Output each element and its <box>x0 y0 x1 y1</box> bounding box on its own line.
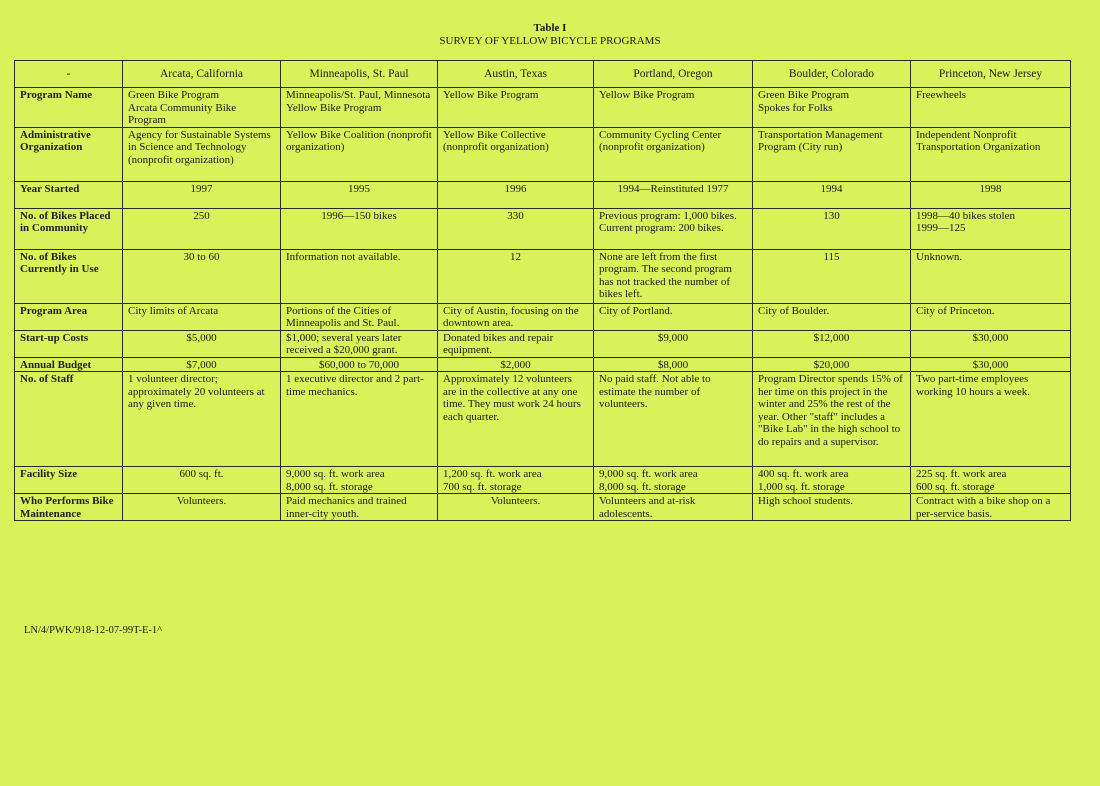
survey-table <box>14 60 1071 521</box>
row-bikes-in-use <box>15 249 1071 303</box>
table-cell: 1998—40 bikes stolen 1999—125 <box>911 208 1071 249</box>
header-city-arcata: Arcata, California <box>123 61 281 88</box>
table-cell: $7,000 <box>123 357 281 372</box>
table-cell: Paid mechanics and trained inner-city youth. <box>281 494 438 521</box>
row-label: No. of Bikes Currently in Use <box>15 249 123 303</box>
row-year-started <box>15 181 1071 208</box>
row-label: Facility Size <box>15 467 123 494</box>
page-title <box>0 22 1100 48</box>
table-cell: 1995 <box>281 181 438 208</box>
table-cell: Agency for Sustainable Systems in Science and Technology (nonprofit organization) <box>123 127 281 181</box>
table-cell: 600 sq. ft. <box>123 467 281 494</box>
table-cell: High school students. <box>753 494 911 521</box>
table-cell: 330 <box>438 208 594 249</box>
table-cell: Information not available. <box>281 249 438 303</box>
table-number: Table I <box>533 22 567 34</box>
table-cell: $12,000 <box>753 330 911 357</box>
table-cell: Previous program: 1,000 bikes. Current program: 200 bikes. <box>594 208 753 249</box>
header-city-minneapolis: Minneapolis, St. Paul <box>281 61 438 88</box>
table-cell: City limits of Arcata <box>123 303 281 330</box>
header-row <box>15 61 1071 88</box>
table-cell: $8,000 <box>594 357 753 372</box>
table-cell: Two part-time employees working 10 hours a week. <box>911 372 1071 467</box>
row-label: Who Performs Bike Maintenance <box>15 494 123 521</box>
table-cell: Independent Nonprofit Transportation Organization <box>911 127 1071 181</box>
header-city-portland: Portland, Oregon <box>594 61 753 88</box>
table-cell: Yellow Bike Program <box>594 88 753 128</box>
table-cell: Approximately 12 volunteers are in the collective at any one time. They must work 24 hours each quarter. <box>438 372 594 467</box>
table-cell: 9,000 sq. ft. work area 8,000 sq. ft. storage <box>281 467 438 494</box>
table-cell: 250 <box>123 208 281 249</box>
table-cell: Yellow Bike Collective (nonprofit organization) <box>438 127 594 181</box>
header-corner: - <box>15 61 123 88</box>
row-staff <box>15 372 1071 467</box>
table-cell: 1998 <box>911 181 1071 208</box>
row-program-area <box>15 303 1071 330</box>
row-startup-costs <box>15 330 1071 357</box>
table-cell: Freewheels <box>911 88 1071 128</box>
table-cell: Minneapolis/St. Paul, Minnesota Yellow Bike Program <box>281 88 438 128</box>
table-cell: 400 sq. ft. work area 1,000 sq. ft. storage <box>753 467 911 494</box>
table-cell: 12 <box>438 249 594 303</box>
table-cell: Volunteers. <box>123 494 281 521</box>
table-cell: Donated bikes and repair equipment. <box>438 330 594 357</box>
table-cell: $20,000 <box>753 357 911 372</box>
table-cell: 1 volunteer director; approximately 20 volunteers at any given time. <box>123 372 281 467</box>
table-cell: 1997 <box>123 181 281 208</box>
table-cell: $5,000 <box>123 330 281 357</box>
table-cell: 130 <box>753 208 911 249</box>
row-label: Program Area <box>15 303 123 330</box>
row-label: Year Started <box>15 181 123 208</box>
table-cell: $1,000; several years later received a $20,000 grant. <box>281 330 438 357</box>
table-cell: Yellow Bike Coalition (nonprofit organization) <box>281 127 438 181</box>
row-label: Start-up Costs <box>15 330 123 357</box>
table-cell: Unknown. <box>911 249 1071 303</box>
table-cell: 1996 <box>438 181 594 208</box>
table-cell: Portions of the Cities of Minneapolis and St. Paul. <box>281 303 438 330</box>
row-facility-size <box>15 467 1071 494</box>
header-city-princeton: Princeton, New Jersey <box>911 61 1071 88</box>
table-cell: Green Bike Program Spokes for Folks <box>753 88 911 128</box>
table-cell: Community Cycling Center (nonprofit organization) <box>594 127 753 181</box>
row-label: Administrative Organization <box>15 127 123 181</box>
table-cell: Volunteers and at-risk adolescents. <box>594 494 753 521</box>
row-label: Annual Budget <box>15 357 123 372</box>
table-cell: 30 to 60 <box>123 249 281 303</box>
row-maintenance <box>15 494 1071 521</box>
table-cell: City of Austin, focusing on the downtown area. <box>438 303 594 330</box>
table-cell: Program Director spends 15% of her time on this project in the winter and 25% the rest of the year. Other "staff" includes a "Bike Lab" in the high school to do repairs and a supervisor. <box>753 372 911 467</box>
table-cell: Yellow Bike Program <box>438 88 594 128</box>
table-cell: $30,000 <box>911 330 1071 357</box>
header-city-boulder: Boulder, Colorado <box>753 61 911 88</box>
table-cell: City of Boulder. <box>753 303 911 330</box>
table-cell: 1996—150 bikes <box>281 208 438 249</box>
table-cell: 1994—Reinstituted 1977 <box>594 181 753 208</box>
header-city-austin: Austin, Texas <box>438 61 594 88</box>
table-cell: 225 sq. ft. work area 600 sq. ft. storage <box>911 467 1071 494</box>
table-cell: No paid staff. Not able to estimate the number of volunteers. <box>594 372 753 467</box>
table-cell: Volunteers. <box>438 494 594 521</box>
table-cell: 9,000 sq. ft. work area 8,000 sq. ft. storage <box>594 467 753 494</box>
row-program-name <box>15 88 1071 128</box>
row-bikes-placed <box>15 208 1071 249</box>
row-label: No. of Bikes Placed in Community <box>15 208 123 249</box>
row-label: No. of Staff <box>15 372 123 467</box>
table-cell: City of Princeton. <box>911 303 1071 330</box>
row-label: Program Name <box>15 88 123 128</box>
table-cell: 1994 <box>753 181 911 208</box>
table-cell: 115 <box>753 249 911 303</box>
table-cell: City of Portland. <box>594 303 753 330</box>
table-cell: $30,000 <box>911 357 1071 372</box>
table-cell: $60,000 to 70,000 <box>281 357 438 372</box>
table-cell: $9,000 <box>594 330 753 357</box>
table-cell: Transportation Management Program (City run) <box>753 127 911 181</box>
table-cell: Green Bike Program Arcata Community Bike Program <box>123 88 281 128</box>
document-code: LN/4/PWK/918-12-07-99T-E-1^ <box>24 625 163 636</box>
table-cell: 1 executive director and 2 part-time mechanics. <box>281 372 438 467</box>
table-cell: 1,200 sq. ft. work area 700 sq. ft. storage <box>438 467 594 494</box>
row-administrative-organization <box>15 127 1071 181</box>
table-title: SURVEY OF YELLOW BICYCLE PROGRAMS <box>439 35 661 47</box>
row-annual-budget <box>15 357 1071 372</box>
table-cell: None are left from the first program. The second program has not tracked the number of bikes left. <box>594 249 753 303</box>
table-cell: Contract with a bike shop on a per-service basis. <box>911 494 1071 521</box>
table-cell: $2,000 <box>438 357 594 372</box>
